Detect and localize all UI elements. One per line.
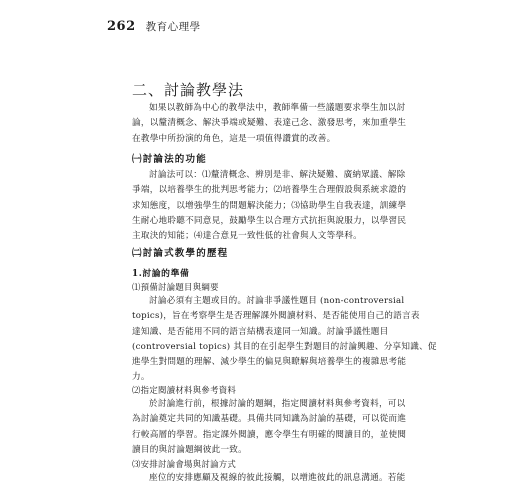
- step1-heading: 1.討論的準備: [132, 269, 190, 279]
- item2-label: ⑵指定閱讀材料與參考資料: [132, 385, 237, 395]
- item3-label: ⑶安排討論會場與討論方式: [132, 459, 237, 469]
- text-line: 爭端，以培養學生的批判思考能力；⑵培養學生合理假設與系統求證的: [132, 185, 407, 196]
- section-title: 二、討論教學法: [132, 81, 245, 99]
- text-line: 力。: [132, 372, 150, 383]
- function-paragraph: [132, 168, 407, 244]
- intro-paragraph: [132, 101, 407, 147]
- text-line: 進學生對問題的理解、減少學生的偏見與瞭解與培養學生的複雜思考能: [132, 357, 407, 368]
- text-line: 座位的安排應顧及視線的彼此接觸，以增進彼此的訊息溝通。若能: [149, 473, 406, 483]
- text-line: 讀目的與討論題綱彼此一致。: [132, 444, 247, 455]
- text-line: 行較高層的學習。指定課外閱讀，應令學生有明確的閱讀目的，並使閱: [132, 429, 407, 440]
- text-line: 於討論進行前，根據討論的題綱，指定閱讀材料與參考資料，可以: [149, 399, 406, 409]
- text-line: (controversial topics) 其目的在引起學生對題目的討論興趣、分享知識、促: [132, 341, 437, 352]
- item3-paragraph: [132, 471, 404, 486]
- item1-paragraph: [132, 294, 437, 386]
- text-line: 求知態度，以增強學生的問題解決能力；⑶協助學生自我表達，訓練學: [132, 200, 407, 211]
- text-line: 論，以釐清概念、解決爭端或疑難、表達己念、激發思考，來加重學生: [132, 118, 407, 129]
- text-line: 如果以教師為中心的教學法中，教師準備一些議題要求學生加以討: [149, 103, 406, 113]
- text-line: 達知識、是否能用不同的語言結構表達同一知識。討論爭議性題目: [132, 326, 389, 337]
- text-line: 主取決的知能；⑷達合意見一致性低的社會與人文等學科。: [132, 231, 362, 242]
- text-line: 在教學中所扮演的角色，這是一項值得讚賞的改善。: [132, 133, 336, 144]
- text-line: 為討論奠定共同的知識基礎。具備共同知識為討論的基礎，可以從而進: [132, 414, 407, 425]
- text-line: topics)，旨在考察學生是否理解課外閱讀材料、是否能使用自己的語言表: [132, 311, 420, 322]
- item1-label: ⑴預備討論題目與綱要: [132, 282, 219, 292]
- process-heading: ㈡討論式教學的歷程: [132, 248, 229, 259]
- text-line: 討論法可以：⑴釐清概念、辨別是非、解決疑難、廣納眾議、解除: [149, 170, 406, 180]
- text-line: 生耐心地聆聽不同意見，鼓勵學生以合理方式抗拒與說服力，以學習民: [132, 215, 407, 226]
- function-heading: ㈠討論法的功能: [132, 154, 207, 165]
- running-title: 教育心理學: [145, 21, 201, 33]
- item2-paragraph: [132, 397, 407, 458]
- page-header: [107, 19, 201, 35]
- text-line: 討論必須有主題或目的。討論非爭議性題目 (non-controversial: [149, 296, 405, 306]
- page-number: 262: [107, 19, 136, 34]
